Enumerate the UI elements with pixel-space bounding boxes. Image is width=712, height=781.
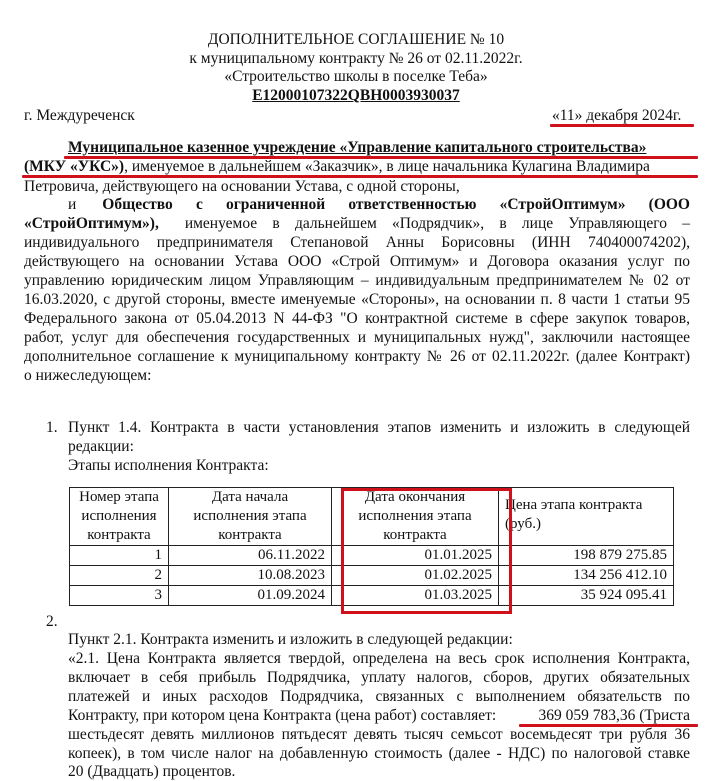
agreement-date: «11» декабря 2024г.	[552, 107, 682, 124]
contractor-line-10: о нижеследующем:	[24, 367, 152, 384]
item-1-line-2: редакции:	[68, 438, 134, 455]
contractor-name: Общество с ограниченной ответственностью «СтройОптимум» (ООО	[102, 196, 690, 213]
header-line: контракта	[383, 527, 447, 543]
contract-price: 369 059 783,36 (Триста	[538, 707, 690, 724]
header-line: Дата начала	[211, 489, 289, 505]
item-1-line-1: Пункт 1.4. Контракта в части установления этапов изменить и изложить в следующей	[68, 419, 690, 436]
cell-end-date: 01.03.2025	[332, 586, 499, 606]
cell-stage-number: 3	[70, 586, 169, 606]
contract-code: Е12000107322QВН0003930037	[252, 87, 460, 104]
item-1-line-3: Этапы исполнения Контракта:	[68, 457, 269, 474]
header-line: Цена этапа контракта	[505, 497, 643, 513]
item-2-number: 2.	[46, 613, 58, 630]
end-date-highlight-box	[341, 488, 512, 614]
item-2-line-7: копеек), в том числе налог на добавленную стоимость (далее - НДС) по налоговой ставке	[68, 745, 690, 762]
place: г. Междуреченск	[24, 107, 135, 124]
document-subtitle: к муниципальному контракту № 26 от 02.11.2022г.	[189, 50, 523, 67]
contractor-line-3: индивидуального предпринимателя Степановой Анны Борисовны (ИНН 740400074202),	[24, 234, 690, 251]
header-line: Дата окончания	[364, 489, 466, 505]
header-stage-number	[70, 488, 169, 546]
cell-start-date: 01.09.2024	[169, 586, 332, 606]
customer-abbrev: (МКУ «УКС»)	[24, 158, 125, 175]
contractor-desc: именуемое в дальнейшем «Подрядчик», в лице Управляющего –	[184, 215, 690, 232]
item-1-number: 1.	[46, 419, 58, 436]
header-line: (руб.)	[505, 516, 541, 532]
contractor-line-5: управлению юридическим лицом Управляющим – индивидуальным предпринимателем № 02 от	[24, 272, 690, 289]
header-line: контракта	[87, 527, 151, 543]
contractor-line-2	[24, 214, 690, 233]
cell-start-date: 10.08.2023	[169, 566, 332, 586]
header-line: исполнения этапа	[193, 508, 307, 524]
cell-end-date: 01.01.2025	[332, 546, 499, 566]
item-2-line-3: включает в себя прибыль Подрядчика, уплату налогов, сборов, других обязательных	[68, 669, 690, 686]
header-line: Номер этапа	[79, 489, 159, 505]
header-line: исполнения этапа	[358, 508, 472, 524]
header-line: исполнения	[81, 508, 157, 524]
item-2-line-1: Пункт 2.1. Контракта изменить и изложить в следующей редакции:	[68, 631, 513, 648]
customer-line-3: Петровича, действующего на основании Устава, с одной стороны,	[24, 178, 460, 195]
contractor-line-1	[68, 195, 690, 214]
customer-desc: , именуемое в дальнейшем «Заказчик», в лице начальника Кулагина Владимира	[124, 158, 650, 175]
contractor-line-8: работ, услуг для обеспечения государственных и муниципальных нужд", заключили настоящее	[24, 329, 690, 346]
header-line: контракта	[218, 527, 282, 543]
contractor-abbrev: «СтройОптимум»),	[24, 215, 159, 232]
date-underline	[550, 124, 694, 127]
item-2-line-4: платежей и иных расходов Подрядчика, связанных с выполнением обязательств по	[68, 688, 690, 705]
contractor-line-6: 16.03.2020, с другой стороны, вместе именуемые «Стороны», на основании п. 8 части 1 статьи 95	[24, 291, 690, 308]
document-title: ДОПОЛНИТЕЛЬНОЕ СОГЛАШЕНИЕ № 10	[207, 31, 505, 48]
header-price	[499, 488, 674, 546]
contractor-line-9: дополнительное соглашение к муниципальному контракту № 26 от 02.11.2022г. (далее Контракт)	[24, 348, 690, 365]
item-2-line-5	[68, 706, 690, 725]
cell-start-date: 06.11.2022	[169, 546, 332, 566]
item-2-line-6: шестьдесят девять миллионов пятьдесят девять тысяч семьсот восемьдесят три рубля 36	[68, 726, 690, 743]
price-intro: Контракту, при котором цена Контракта (цена работ) составляет:	[68, 707, 497, 724]
cell-stage-number: 1	[70, 546, 169, 566]
cell-price: 35 924 095.41	[499, 586, 674, 606]
cell-price: 134 256 412.10	[499, 566, 674, 586]
customer-line-2	[24, 157, 650, 176]
cell-end-date: 01.02.2025	[332, 566, 499, 586]
and-word: и	[68, 196, 77, 213]
header-start-date	[169, 488, 332, 546]
contractor-line-4: действующего на основании Устава ООО «Строй Оптимум» и Договора оказания услуг по	[24, 253, 690, 270]
item-2-line-2: «2.1. Цена Контракта является твердой, определена на весь срок исполнения Контракта,	[68, 650, 690, 667]
cell-price: 198 879 275.85	[499, 546, 674, 566]
project-name: «Строительство школы в поселке Теба»	[224, 68, 488, 85]
cell-stage-number: 2	[70, 566, 169, 586]
contractor-line-7: Федерального закона от 05.04.2013 N 44-ФЗ "О контрактной системе в сфере закупок товаров,	[24, 310, 690, 327]
item-2-line-8: 20 (Двадцать) процентов.	[68, 763, 236, 780]
customer-name: Муниципальное казенное учреждение «Управление капитального строительства»	[68, 139, 647, 156]
